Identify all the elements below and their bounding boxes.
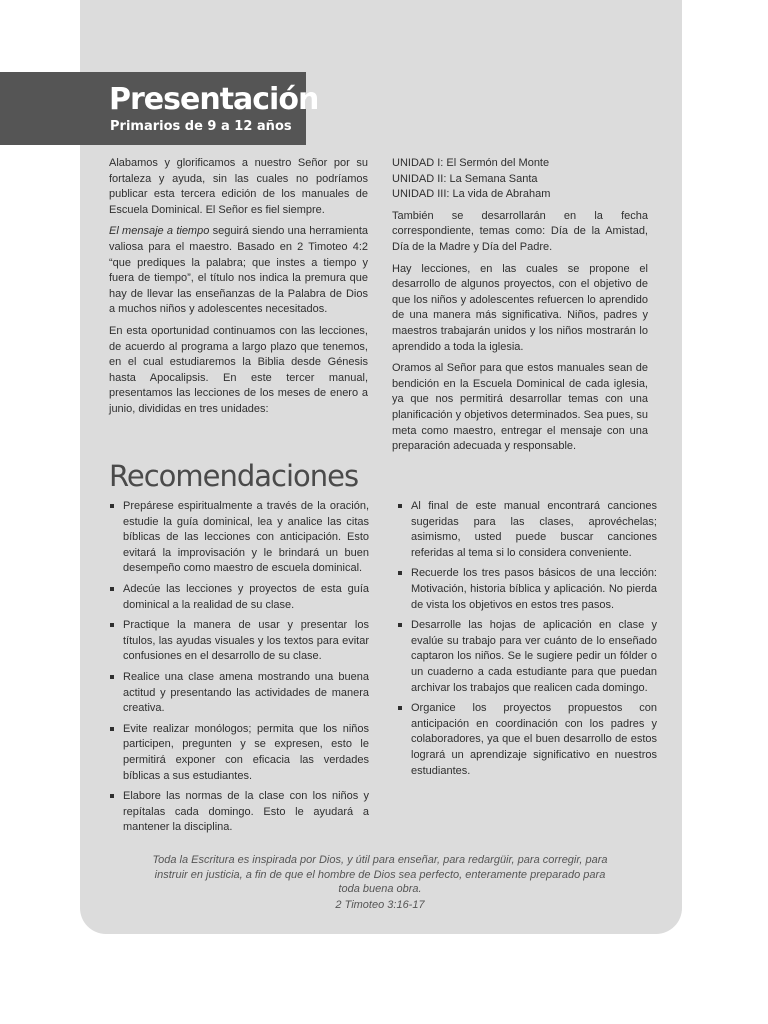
intro-paragraph-3: En esta oportunidad continuamos con las lecciones, de acuerdo al programa a largo plazo que tenemos, en el cual estudiaremos la Biblia desde Génesis hasta Apocalipsis. En este tercer manual, presentamos las lecciones de los meses de enero a junio, divididas en tres unidades: xyxy=(109,324,368,415)
list-item xyxy=(397,499,657,561)
intro-paragraph-1: Alabamos y glorificamos a nuestro Señor por su fortaleza y ayuda, sin las cuales no podríamos publicar esta tercera edición de los manuales de Escuela Dominical. El Señor es fiel siempre. xyxy=(109,157,368,216)
intro-paragraph-2-title: El mensaje a tiempo xyxy=(109,225,210,238)
list-item xyxy=(397,566,657,613)
unit-item: UNIDAD I: El Sermón del Monte xyxy=(392,157,550,169)
list-item xyxy=(397,618,657,696)
bullet-square-icon xyxy=(398,623,402,627)
recommendations-left-list xyxy=(109,499,369,841)
bullet-square-icon xyxy=(110,623,114,627)
bible-quote xyxy=(150,853,610,912)
bullet-square-icon xyxy=(110,794,114,798)
intro-paragraph-2 xyxy=(109,224,368,318)
bullet-square-icon xyxy=(398,571,402,575)
list-item-text: Practique la manera de usar y presentar los títulos, las ayudas visuales y los textos para evitar confusiones en el desarrollo de su clase. xyxy=(123,619,369,663)
list-item xyxy=(397,701,657,779)
recommendations-title: Recomendaciones xyxy=(109,459,359,493)
intro-paragraph-5: Hay lecciones, en las cuales se propone el desarrollo de algunos proyectos, con el objetivo de que los niños y adolescentes refuercen lo aprendido de una manera más significativa. Niños, padres y maestros trabajarán unidos y los niños mostrarán lo aprendido a toda la iglesia. xyxy=(392,262,648,353)
list-item-text: Prepárese espiritualmente a través de la oración, estudie la guía dominical, lea y analice las citas bíblicas de las lecciones con anticipación. Esto evitará la improvisación y le brindará un buen desempeño como maestro de escuela dominical. xyxy=(123,500,369,575)
bullet-square-icon xyxy=(110,727,114,731)
list-item xyxy=(109,670,369,717)
list-item xyxy=(109,789,369,836)
page-subtitle: Primarios de 9 a 12 años xyxy=(110,119,292,134)
list-item-text: Organice los proyectos propuestos con anticipación en coordinación con los padres y colaboradores, ya que el buen desarrollo de estos logrará un aprendizaje significativo en nuestros estudiantes. xyxy=(411,702,657,777)
page-title: Presentación xyxy=(109,82,319,117)
recommendations-right-list xyxy=(397,499,657,784)
list-item xyxy=(109,582,369,613)
bullet-square-icon xyxy=(398,706,402,710)
intro-paragraph-2-text: seguirá siendo una herramienta valiosa para el maestro. Basado en 2 Timoteo 4:2 “que prediques la palabra; que instes a tiempo y fuera de tiempo”, el título nos indica la premura que hay de llevar las enseñanzas de la Palabra de Dios a muchos niños y adolescentes necesitados. xyxy=(109,225,369,316)
bullet-square-icon xyxy=(110,504,114,508)
list-item-text: Elabore las normas de la clase con los niños y repítalas cada domingo. Esto le ayudará a mantener la disciplina. xyxy=(123,790,369,834)
intro-paragraph-4: También se desarrollarán en la fecha correspondiente, temas como: Día de la Amistad, Día de la Madre y Día del Padre. xyxy=(392,209,648,253)
bullet-square-icon xyxy=(398,504,402,508)
quote-text: Toda la Escritura es inspirada por Dios, y útil para enseñar, para redargüir, para corregir, para instruir en justicia, a fin de que el hombre de Dios sea perfecto, enteramente preparado para toda buena obra. xyxy=(152,854,608,895)
list-item-text: Evite realizar monólogos; permita que los niños participen, pregunten y se expresen, esto le permitirá exponer con eficacia las verdades bíblicas a sus estudiantes. xyxy=(123,722,369,782)
intro-right-column xyxy=(392,156,648,455)
list-item-text: Realice una clase amena mostrando una buena actitud y presentando las actividades de manera creativa. xyxy=(123,670,369,715)
quote-reference: 2 Timoteo 3:16-17 xyxy=(335,898,425,911)
intro-paragraph-6: Oramos al Señor para que estos manuales sean de bendición en la Escuela Dominical de cada iglesia, ya que nos permitirá desarrollar temas con una planificación y objetivos determinados. Sea pues, su meta como maestro, entregar el mensaje con una preparación adecuada y responsable. xyxy=(392,362,648,453)
list-item-text: Al final de este manual encontrará canciones sugeridas para las clases, aprovéchelas; asimismo, usted puede buscar canciones referidas al tema si lo considera conveniente. xyxy=(411,500,657,559)
list-item-text: Recuerde los tres pasos básicos de una lección: Motivación, historia bíblica y aplicación. No pierda de vista los objetivos en estos tres pasos. xyxy=(411,567,657,611)
bullet-square-icon xyxy=(110,587,114,591)
title-band xyxy=(0,72,319,145)
list-item xyxy=(109,722,369,784)
unit-item: UNIDAD III: La vida de Abraham xyxy=(392,188,551,201)
intro-left-column xyxy=(109,156,368,418)
unit-item: UNIDAD II: La Semana Santa xyxy=(392,172,538,185)
list-item-text: Adecúe las lecciones y proyectos de esta guía dominical a la realidad de su clase. xyxy=(123,582,369,611)
list-item-text: Desarrolle las hojas de aplicación en clase y evalúe su trabajo para ver cuánto de lo enseñado captaron los niños. Se le sugiere pedir un fólder o un cuaderno a cada estudiante para que puedan archivar los trabajos que realicen cada domingo. xyxy=(411,619,657,694)
list-item xyxy=(109,499,369,577)
bullet-square-icon xyxy=(110,675,114,679)
list-item xyxy=(109,618,369,665)
